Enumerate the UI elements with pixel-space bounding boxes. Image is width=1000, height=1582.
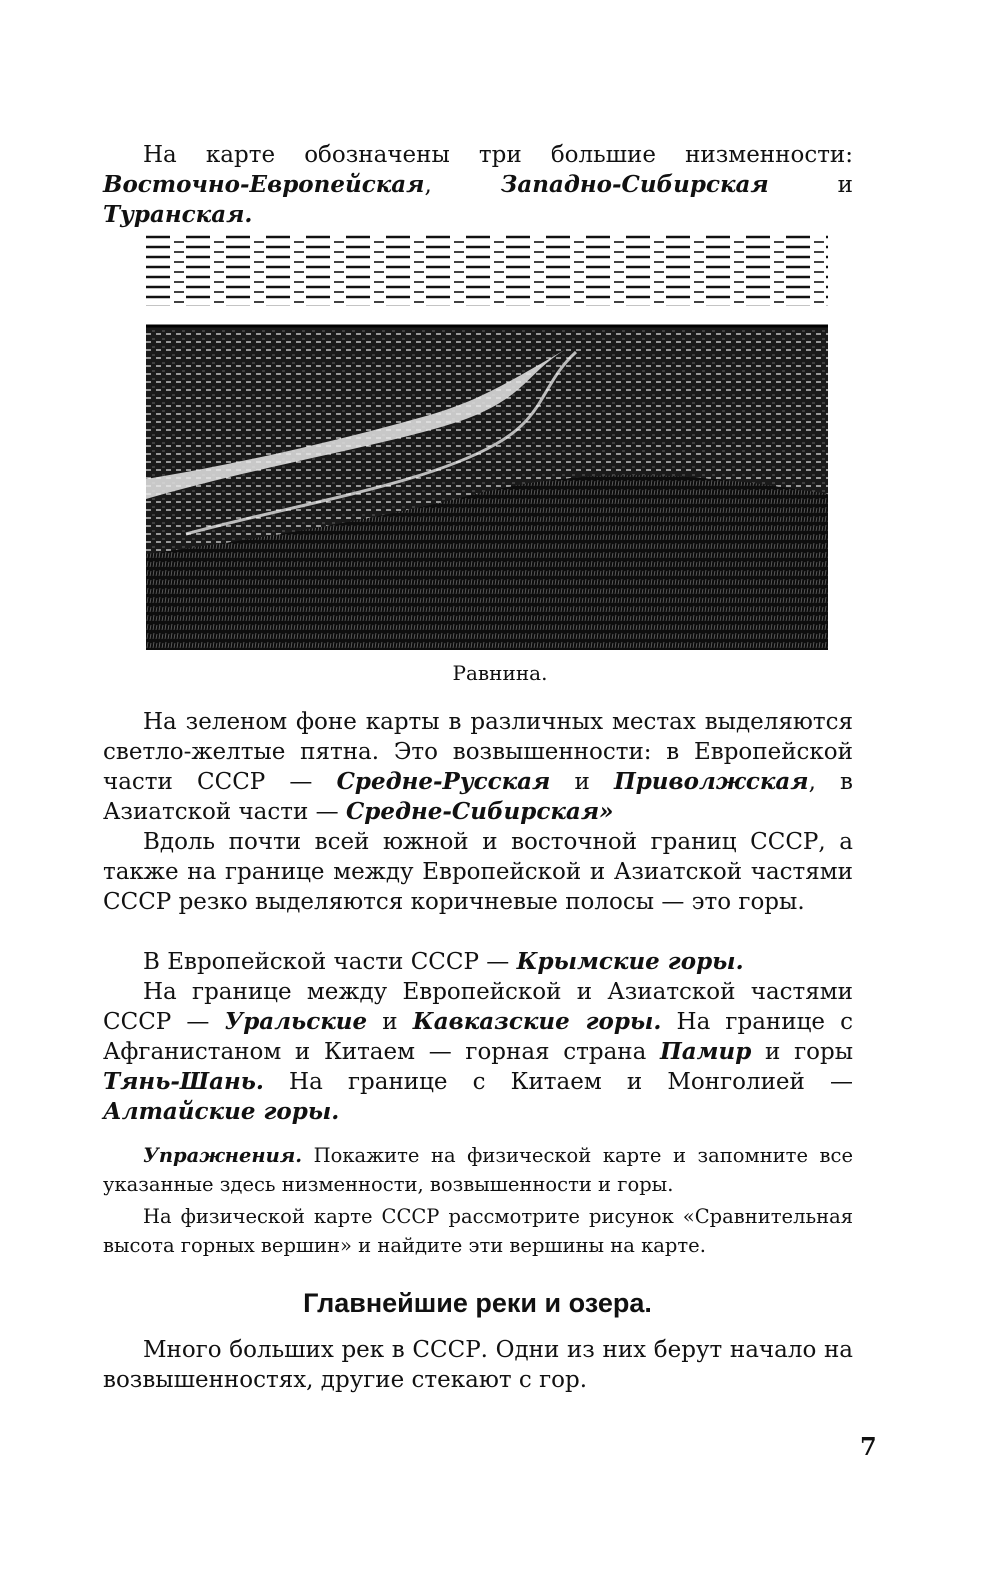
text: , в Азиатской части — xyxy=(103,769,854,825)
term-west-siberian: Западно-Сибирская xyxy=(500,171,769,198)
sky-hatching xyxy=(146,234,828,306)
figure-caption: Равнина. xyxy=(452,661,548,685)
paragraph-mountains xyxy=(103,977,853,1127)
text: На границе между Европейской и Азиатской частями СССР — xyxy=(103,979,853,1035)
text: и горы xyxy=(751,1039,853,1065)
plain-illustration xyxy=(146,234,828,650)
exercise-paragraph-1 xyxy=(103,1141,853,1199)
term-tian-shan: Тянь-Шань. xyxy=(103,1068,264,1095)
page-number: 7 xyxy=(860,1432,877,1461)
text: , xyxy=(424,172,501,198)
term-volga: Приволжская xyxy=(613,768,809,795)
paragraph-crimea xyxy=(103,947,853,977)
term-crimean-mountains: Крымские горы. xyxy=(516,948,744,975)
term-central-siberian: Средне-Сибирская» xyxy=(345,798,614,825)
text: На границе с Китаем и Монголией — xyxy=(263,1069,853,1095)
text: Покажите на физической карте и запомните все указанные здесь низменности, возвышенности и горы. xyxy=(103,1144,853,1196)
text: и xyxy=(768,172,854,198)
text: На границе с Афганистаном и Китаем — горная страна xyxy=(103,1009,853,1065)
exercise-paragraph-2: На физической карте СССР рассмотрите рисунок «Сравнительная высота горных вершин» и найдите эти вершины на карте. xyxy=(103,1205,853,1257)
text: На карте обозначены три большие низменности: xyxy=(143,142,853,168)
text: В Европейской части СССР — xyxy=(143,949,517,975)
term-altai: Алтайские горы. xyxy=(103,1098,340,1125)
paragraph-uplands xyxy=(103,707,853,827)
term-turan: Туранская. xyxy=(103,201,253,228)
text: и xyxy=(550,769,614,795)
paragraph-borders: Вдоль почти всей южной и восточной границ СССР, а также на границе между Европейской и Азиатской частями СССР резко выделяются коричневые полосы — это горы. xyxy=(103,829,853,915)
paragraph-rivers: Много больших рек в СССР. Одни из них берут начало на возвышенностях, другие стекают с гор. xyxy=(103,1337,853,1393)
term-ural: Уральские xyxy=(224,1008,368,1035)
paragraph-lowlands xyxy=(103,140,853,230)
term-east-european: Восточно-Европейская xyxy=(103,171,425,198)
term-central-russian: Средне-Русская xyxy=(336,768,551,795)
text: и xyxy=(367,1009,413,1035)
text: На зеленом фоне карты в различных местах выделяются светло-желтые пятна. Это возвышенности: в Европейской части СССР — xyxy=(103,709,853,795)
term-caucasus: Кавказские горы. xyxy=(412,1008,662,1035)
exercise-label: Упражнения. xyxy=(143,1144,303,1167)
term-pamir: Памир xyxy=(660,1038,752,1065)
section-heading: Главнейшие реки и озера. xyxy=(303,1288,652,1318)
